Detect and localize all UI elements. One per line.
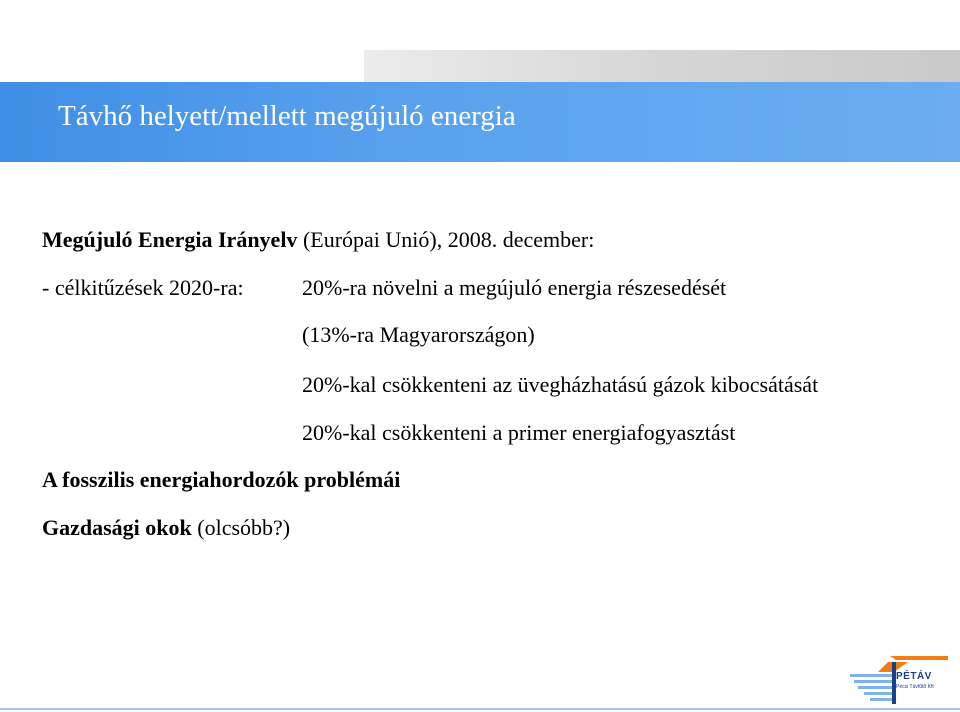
economic-label: Gazdasági okok xyxy=(42,515,192,540)
goals-line xyxy=(42,275,727,301)
logo-name: PÉTÁV xyxy=(896,671,932,682)
directive-name: Megújuló Energia Irányelv xyxy=(42,227,298,252)
economic-detail: (olcsóbb?) xyxy=(197,515,291,540)
goal-item: 20%-kal csökkenteni a primer energiafogyasztást xyxy=(302,420,736,445)
goal-item: (13%-ra Magyarországon) xyxy=(302,322,535,347)
directive-detail: (Európai Unió), 2008. december: xyxy=(302,227,595,252)
bottom-divider xyxy=(0,708,960,710)
logo-subtitle: Pécsi Távfűtő Kft xyxy=(896,684,934,690)
top-grey-band xyxy=(364,50,960,82)
slide-title: Távhő helyett/mellett megújuló energia xyxy=(58,100,516,132)
goals-label: - célkitűzések 2020-ra: xyxy=(42,275,244,300)
goal-item: 20%-kal csökkenteni az üvegházhatású gázok kibocsátását xyxy=(302,372,819,397)
economic-line xyxy=(42,515,290,541)
directive-line xyxy=(42,227,594,253)
fossil-problems-heading: A fosszilis energiahordozók problémái xyxy=(42,467,401,492)
goal-item: 20%-ra növelni a megújuló energia részesedését xyxy=(302,275,727,300)
